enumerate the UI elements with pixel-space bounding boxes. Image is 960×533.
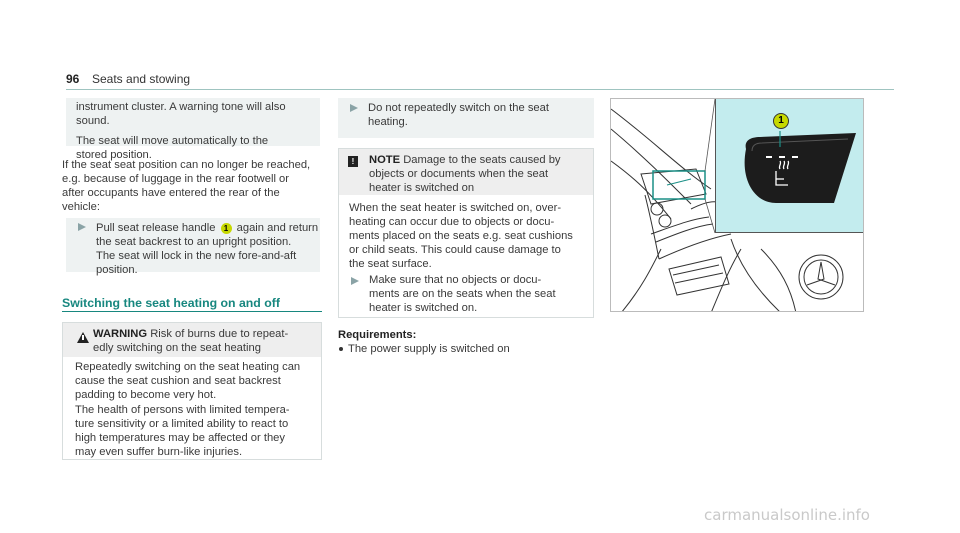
- note-header: [339, 149, 593, 195]
- page-number: 96: [66, 72, 80, 86]
- heading-underline: [62, 311, 322, 312]
- warning-title: WARNING Risk of burns due to repeat- edly switching on the seat heating: [93, 328, 289, 354]
- section-heading: Switching the seat heating on and off: [62, 296, 280, 310]
- warning-body-1: Repeatedly switching on the seat heating can cause the seat cushion and seat backrest padding to become very hot.: [75, 361, 301, 401]
- figure-callout-badge: 1: [773, 113, 789, 129]
- watermark-text: carmanualsonline.info: [704, 506, 870, 524]
- seat-heater-switch-drawing: [716, 99, 864, 233]
- page-header: [66, 72, 894, 90]
- step-arrow-icon: [351, 277, 359, 285]
- pull-handle-text: Pull seat release handle 1 again and return the seat backrest to an upright position. The seat will lock in the new fore-and-aft position.: [96, 222, 319, 276]
- step-arrow-icon: [350, 104, 358, 112]
- condition-paragraph: If the seat seat position can no longer be reached, e.g. because of luggage in the rear footwell or after occupants have entered the rear of the vehicle:: [62, 159, 311, 213]
- warning-box: [62, 322, 322, 460]
- step-arrow-icon: [78, 223, 86, 231]
- note-exclamation-icon: !: [348, 156, 358, 167]
- note-body: When the seat heater is switched on, over- heating can occur due to objects or docu- ments placed on the seats e.g. seat cushions or child seats. This could cause damage to the seat surface.: [349, 202, 573, 270]
- switch-detail-inset: [715, 99, 864, 233]
- callout-badge: 1: [221, 223, 232, 234]
- note-step-text: Make sure that no objects or docu- ments are on the seats when the seat heater is switched on.: [369, 274, 556, 314]
- bullet-icon: [339, 347, 343, 351]
- requirement-item: The power supply is switched on: [348, 343, 510, 355]
- warning-header: [63, 323, 321, 357]
- note-title: NOTE Damage to the seats caused by objects or documents when the seat heater is switched on: [369, 154, 561, 194]
- no-repeat-step-text: Do not repeatedly switch on the seat heating.: [368, 102, 549, 128]
- continued-step-result: The seat will move automatically to the stored position.: [76, 135, 269, 161]
- continued-step-text: instrument cluster. A warning tone will also sound.: [76, 101, 286, 127]
- seat-heating-illustration: [610, 98, 864, 312]
- warning-body-2: The health of persons with limited tempera- ture sensitivity or a limited ability to react to high temperatures may be affected or they may even suffer burn-like injuries.: [75, 404, 290, 458]
- note-box: [338, 148, 594, 318]
- pull-handle-step: [66, 218, 320, 276]
- warning-exclamation-mark: [82, 335, 84, 340]
- note-step: [339, 271, 593, 317]
- header-divider: [66, 89, 894, 90]
- section-name: Seats and stowing: [92, 72, 191, 86]
- requirements-label: Requirements:: [338, 329, 417, 341]
